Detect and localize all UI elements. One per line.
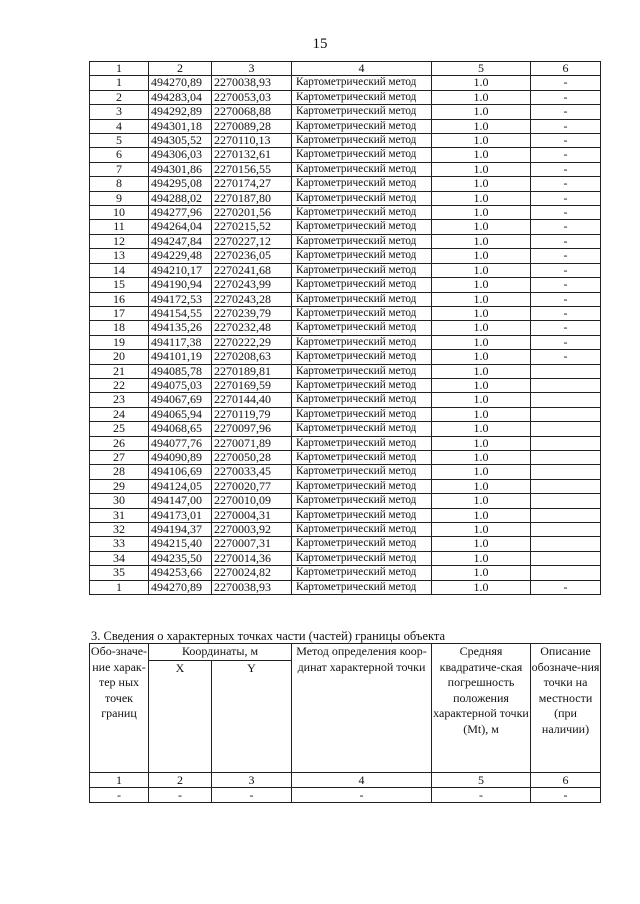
point-number-cell: 15 bbox=[90, 278, 149, 292]
table-row bbox=[90, 206, 601, 220]
table-row bbox=[90, 378, 601, 392]
method-cell: Картометрический метод bbox=[292, 249, 432, 263]
method-cell: Картометрический метод bbox=[292, 105, 432, 119]
x-coordinate-cell: 494106,69 bbox=[149, 465, 212, 479]
accuracy-cell: 1.0 bbox=[432, 234, 531, 248]
y-coordinate-cell: 2270024,82 bbox=[212, 566, 292, 580]
point-number-cell: 24 bbox=[90, 407, 149, 421]
x-coordinate-cell: 494292,89 bbox=[149, 105, 212, 119]
empty-cell: - bbox=[292, 787, 432, 802]
table-row bbox=[90, 450, 601, 464]
description-cell: - bbox=[531, 148, 601, 162]
accuracy-cell: 1.0 bbox=[432, 350, 531, 364]
x-coordinate-cell: 494085,78 bbox=[149, 364, 212, 378]
description-cell: - bbox=[531, 234, 601, 248]
table-row bbox=[90, 537, 601, 551]
point-number-cell: 33 bbox=[90, 537, 149, 551]
y-coordinate-cell: 2270169,59 bbox=[212, 378, 292, 392]
accuracy-cell: 1.0 bbox=[432, 335, 531, 349]
column-number: 2 bbox=[149, 62, 212, 76]
y-coordinate-cell: 2270053,03 bbox=[212, 90, 292, 104]
header-coordinates: Координаты, м bbox=[149, 644, 292, 661]
table-row bbox=[90, 148, 601, 162]
accuracy-cell: 1.0 bbox=[432, 450, 531, 464]
method-cell: Картометрический метод bbox=[292, 422, 432, 436]
description-cell bbox=[531, 479, 601, 493]
method-cell: Картометрический метод bbox=[292, 119, 432, 133]
description-cell bbox=[531, 436, 601, 450]
accuracy-cell: 1.0 bbox=[432, 278, 531, 292]
point-number-cell: 28 bbox=[90, 465, 149, 479]
x-coordinate-cell: 494277,96 bbox=[149, 206, 212, 220]
header-x: X bbox=[149, 660, 212, 772]
y-coordinate-cell: 2270208,63 bbox=[212, 350, 292, 364]
table-row bbox=[90, 465, 601, 479]
table-row bbox=[90, 234, 601, 248]
method-cell: Картометрический метод bbox=[292, 292, 432, 306]
point-number-cell: 25 bbox=[90, 422, 149, 436]
y-coordinate-cell: 2270097,96 bbox=[212, 422, 292, 436]
point-number-cell: 35 bbox=[90, 566, 149, 580]
point-number-cell: 10 bbox=[90, 206, 149, 220]
method-cell: Картометрический метод bbox=[292, 191, 432, 205]
point-number-cell: 34 bbox=[90, 551, 149, 565]
accuracy-cell: 1.0 bbox=[432, 436, 531, 450]
description-cell: - bbox=[531, 105, 601, 119]
table-row bbox=[90, 479, 601, 493]
x-coordinate-cell: 494173,01 bbox=[149, 508, 212, 522]
empty-cell: - bbox=[531, 787, 601, 802]
table-row bbox=[90, 220, 601, 234]
table-row bbox=[90, 364, 601, 378]
point-number-cell: 8 bbox=[90, 177, 149, 191]
header-point-designation: Обо-значе-ние харак-тер ных точек границ bbox=[90, 644, 149, 773]
point-number-cell: 13 bbox=[90, 249, 149, 263]
accuracy-cell: 1.0 bbox=[432, 551, 531, 565]
empty-cell: - bbox=[149, 787, 212, 802]
description-cell: - bbox=[531, 177, 601, 191]
x-coordinate-cell: 494190,94 bbox=[149, 278, 212, 292]
table-row bbox=[90, 105, 601, 119]
description-cell: - bbox=[531, 220, 601, 234]
x-coordinate-cell: 494235,50 bbox=[149, 551, 212, 565]
x-coordinate-cell: 494077,76 bbox=[149, 436, 212, 450]
header-method: Метод определения коор-динат характерной точки bbox=[292, 644, 432, 773]
point-number-cell: 20 bbox=[90, 350, 149, 364]
table-row bbox=[90, 393, 601, 407]
method-cell: Картометрический метод bbox=[292, 234, 432, 248]
point-number-cell: 21 bbox=[90, 364, 149, 378]
description-cell: - bbox=[531, 162, 601, 176]
x-coordinate-cell: 494288,02 bbox=[149, 191, 212, 205]
description-cell bbox=[531, 494, 601, 508]
column-number: 4 bbox=[292, 62, 432, 76]
accuracy-cell: 1.0 bbox=[432, 523, 531, 537]
point-number-cell: 6 bbox=[90, 148, 149, 162]
method-cell: Картометрический метод bbox=[292, 206, 432, 220]
header-accuracy: Средняя квадратиче-ская погрешность положения характерной точки (Mt), м bbox=[432, 644, 531, 773]
y-coordinate-cell: 2270201,56 bbox=[212, 206, 292, 220]
x-coordinate-cell: 494067,69 bbox=[149, 393, 212, 407]
x-coordinate-cell: 494253,66 bbox=[149, 566, 212, 580]
x-coordinate-cell: 494295,08 bbox=[149, 177, 212, 191]
table-row bbox=[90, 321, 601, 335]
method-cell: Картометрический метод bbox=[292, 90, 432, 104]
table-row bbox=[90, 263, 601, 277]
table-row bbox=[90, 90, 601, 104]
y-coordinate-cell: 2270222,29 bbox=[212, 335, 292, 349]
accuracy-cell: 1.0 bbox=[432, 494, 531, 508]
method-cell: Картометрический метод bbox=[292, 407, 432, 421]
x-coordinate-cell: 494270,89 bbox=[149, 580, 212, 594]
method-cell: Картометрический метод bbox=[292, 436, 432, 450]
method-cell: Картометрический метод bbox=[292, 76, 432, 90]
description-cell: - bbox=[531, 321, 601, 335]
x-coordinate-cell: 494264,04 bbox=[149, 220, 212, 234]
x-coordinate-cell: 494229,48 bbox=[149, 249, 212, 263]
accuracy-cell: 1.0 bbox=[432, 393, 531, 407]
point-number-cell: 16 bbox=[90, 292, 149, 306]
description-cell bbox=[531, 465, 601, 479]
column-number: 1 bbox=[90, 772, 149, 787]
point-number-cell: 26 bbox=[90, 436, 149, 450]
point-number-cell: 14 bbox=[90, 263, 149, 277]
column-number: 3 bbox=[212, 772, 292, 787]
method-cell: Картометрический метод bbox=[292, 263, 432, 277]
description-cell bbox=[531, 508, 601, 522]
accuracy-cell: 1.0 bbox=[432, 263, 531, 277]
y-coordinate-cell: 2270132,61 bbox=[212, 148, 292, 162]
y-coordinate-cell: 2270227,12 bbox=[212, 234, 292, 248]
method-cell: Картометрический метод bbox=[292, 580, 432, 594]
point-number-cell: 30 bbox=[90, 494, 149, 508]
x-coordinate-cell: 494301,86 bbox=[149, 162, 212, 176]
method-cell: Картометрический метод bbox=[292, 523, 432, 537]
description-cell: - bbox=[531, 263, 601, 277]
description-cell bbox=[531, 551, 601, 565]
x-coordinate-cell: 494090,89 bbox=[149, 450, 212, 464]
x-coordinate-cell: 494283,04 bbox=[149, 90, 212, 104]
point-number-cell: 31 bbox=[90, 508, 149, 522]
description-cell bbox=[531, 450, 601, 464]
description-cell: - bbox=[531, 76, 601, 90]
table-row bbox=[90, 306, 601, 320]
empty-cell: - bbox=[212, 787, 292, 802]
y-coordinate-cell: 2270038,93 bbox=[212, 580, 292, 594]
y-coordinate-cell: 2270239,79 bbox=[212, 306, 292, 320]
y-coordinate-cell: 2270071,89 bbox=[212, 436, 292, 450]
column-number: 1 bbox=[90, 62, 149, 76]
empty-cell: - bbox=[432, 787, 531, 802]
point-number-cell: 32 bbox=[90, 523, 149, 537]
table-row bbox=[90, 580, 601, 594]
accuracy-cell: 1.0 bbox=[432, 378, 531, 392]
y-coordinate-cell: 2270243,99 bbox=[212, 278, 292, 292]
table-row bbox=[90, 407, 601, 421]
accuracy-cell: 1.0 bbox=[432, 105, 531, 119]
accuracy-cell: 1.0 bbox=[432, 249, 531, 263]
point-number-cell: 9 bbox=[90, 191, 149, 205]
description-cell: - bbox=[531, 580, 601, 594]
accuracy-cell: 1.0 bbox=[432, 148, 531, 162]
x-coordinate-cell: 494301,18 bbox=[149, 119, 212, 133]
column-number: 3 bbox=[212, 62, 292, 76]
accuracy-cell: 1.0 bbox=[432, 407, 531, 421]
method-cell: Картометрический метод bbox=[292, 364, 432, 378]
y-coordinate-cell: 2270014,36 bbox=[212, 551, 292, 565]
method-cell: Картометрический метод bbox=[292, 134, 432, 148]
method-cell: Картометрический метод bbox=[292, 162, 432, 176]
header-description: Описание обозначе-ния точки на местности (при наличии) bbox=[531, 644, 601, 773]
accuracy-cell: 1.0 bbox=[432, 306, 531, 320]
table-row bbox=[90, 494, 601, 508]
point-number-cell: 5 bbox=[90, 134, 149, 148]
point-number-cell: 3 bbox=[90, 105, 149, 119]
x-coordinate-cell: 494172,53 bbox=[149, 292, 212, 306]
point-number-cell: 1 bbox=[90, 580, 149, 594]
page-number: 15 bbox=[312, 36, 328, 52]
method-cell: Картометрический метод bbox=[292, 177, 432, 191]
point-number-cell: 18 bbox=[90, 321, 149, 335]
y-coordinate-cell: 2270089,28 bbox=[212, 119, 292, 133]
accuracy-cell: 1.0 bbox=[432, 90, 531, 104]
x-coordinate-cell: 494124,05 bbox=[149, 479, 212, 493]
description-cell bbox=[531, 364, 601, 378]
y-coordinate-cell: 2270020,77 bbox=[212, 479, 292, 493]
description-cell bbox=[531, 393, 601, 407]
y-coordinate-cell: 2270243,28 bbox=[212, 292, 292, 306]
y-coordinate-cell: 2270010,09 bbox=[212, 494, 292, 508]
description-cell bbox=[531, 537, 601, 551]
table-row bbox=[90, 278, 601, 292]
y-coordinate-cell: 2270003,92 bbox=[212, 523, 292, 537]
description-cell bbox=[531, 566, 601, 580]
y-coordinate-cell: 2270119,79 bbox=[212, 407, 292, 421]
description-cell bbox=[531, 523, 601, 537]
x-coordinate-cell: 494215,40 bbox=[149, 537, 212, 551]
y-coordinate-cell: 2270038,93 bbox=[212, 76, 292, 90]
point-number-cell: 19 bbox=[90, 335, 149, 349]
accuracy-cell: 1.0 bbox=[432, 479, 531, 493]
point-number-cell: 27 bbox=[90, 450, 149, 464]
x-coordinate-cell: 494075,03 bbox=[149, 378, 212, 392]
accuracy-cell: 1.0 bbox=[432, 566, 531, 580]
column-number: 6 bbox=[531, 772, 601, 787]
x-coordinate-cell: 494065,94 bbox=[149, 407, 212, 421]
accuracy-cell: 1.0 bbox=[432, 206, 531, 220]
y-coordinate-cell: 2270007,31 bbox=[212, 537, 292, 551]
y-coordinate-cell: 2270241,68 bbox=[212, 263, 292, 277]
y-coordinate-cell: 2270050,28 bbox=[212, 450, 292, 464]
table-row bbox=[90, 76, 601, 90]
y-coordinate-cell: 2270004,31 bbox=[212, 508, 292, 522]
point-number-cell: 17 bbox=[90, 306, 149, 320]
table-row bbox=[90, 350, 601, 364]
method-cell: Картометрический метод bbox=[292, 306, 432, 320]
description-cell: - bbox=[531, 206, 601, 220]
description-cell: - bbox=[531, 292, 601, 306]
table-row bbox=[90, 422, 601, 436]
table-row bbox=[90, 523, 601, 537]
description-cell bbox=[531, 407, 601, 421]
point-number-cell: 12 bbox=[90, 234, 149, 248]
column-number: 2 bbox=[149, 772, 212, 787]
method-cell: Картометрический метод bbox=[292, 393, 432, 407]
method-cell: Картометрический метод bbox=[292, 551, 432, 565]
x-coordinate-cell: 494306,03 bbox=[149, 148, 212, 162]
y-coordinate-cell: 2270215,52 bbox=[212, 220, 292, 234]
x-coordinate-cell: 494194,37 bbox=[149, 523, 212, 537]
y-coordinate-cell: 2270187,80 bbox=[212, 191, 292, 205]
method-cell: Картометрический метод bbox=[292, 450, 432, 464]
method-cell: Картометрический метод bbox=[292, 508, 432, 522]
description-cell: - bbox=[531, 134, 601, 148]
y-coordinate-cell: 2270144,40 bbox=[212, 393, 292, 407]
point-number-cell: 4 bbox=[90, 119, 149, 133]
method-cell: Картометрический метод bbox=[292, 566, 432, 580]
table-row bbox=[90, 436, 601, 450]
table-row bbox=[90, 134, 601, 148]
accuracy-cell: 1.0 bbox=[432, 220, 531, 234]
x-coordinate-cell: 494154,55 bbox=[149, 306, 212, 320]
method-cell: Картометрический метод bbox=[292, 321, 432, 335]
y-coordinate-cell: 2270189,81 bbox=[212, 364, 292, 378]
coordinates-table bbox=[89, 61, 601, 595]
accuracy-cell: 1.0 bbox=[432, 177, 531, 191]
accuracy-cell: 1.0 bbox=[432, 119, 531, 133]
column-number: 5 bbox=[432, 772, 531, 787]
description-cell: - bbox=[531, 249, 601, 263]
table-row bbox=[90, 335, 601, 349]
accuracy-cell: 1.0 bbox=[432, 191, 531, 205]
x-coordinate-cell: 494135,26 bbox=[149, 321, 212, 335]
y-coordinate-cell: 2270174,27 bbox=[212, 177, 292, 191]
header-y: Y bbox=[212, 660, 292, 772]
column-number: 6 bbox=[531, 62, 601, 76]
point-number-cell: 22 bbox=[90, 378, 149, 392]
point-number-cell: 2 bbox=[90, 90, 149, 104]
x-coordinate-cell: 494305,52 bbox=[149, 134, 212, 148]
y-coordinate-cell: 2270236,05 bbox=[212, 249, 292, 263]
accuracy-cell: 1.0 bbox=[432, 364, 531, 378]
method-cell: Картометрический метод bbox=[292, 465, 432, 479]
description-cell: - bbox=[531, 119, 601, 133]
y-coordinate-cell: 2270156,55 bbox=[212, 162, 292, 176]
x-coordinate-cell: 494101,19 bbox=[149, 350, 212, 364]
method-cell: Картометрический метод bbox=[292, 350, 432, 364]
table-row bbox=[90, 119, 601, 133]
table-row bbox=[90, 162, 601, 176]
table-row bbox=[90, 566, 601, 580]
method-cell: Картометрический метод bbox=[292, 278, 432, 292]
x-coordinate-cell: 494117,38 bbox=[149, 335, 212, 349]
description-cell: - bbox=[531, 335, 601, 349]
y-coordinate-cell: 2270232,48 bbox=[212, 321, 292, 335]
method-cell: Картометрический метод bbox=[292, 494, 432, 508]
method-cell: Картометрический метод bbox=[292, 220, 432, 234]
point-number-cell: 29 bbox=[90, 479, 149, 493]
accuracy-cell: 1.0 bbox=[432, 580, 531, 594]
x-coordinate-cell: 494147,00 bbox=[149, 494, 212, 508]
column-number: 5 bbox=[432, 62, 531, 76]
description-cell: - bbox=[531, 191, 601, 205]
column-number: 4 bbox=[292, 772, 432, 787]
point-number-cell: 1 bbox=[90, 76, 149, 90]
method-cell: Картометрический метод bbox=[292, 479, 432, 493]
accuracy-cell: 1.0 bbox=[432, 162, 531, 176]
description-cell: - bbox=[531, 278, 601, 292]
method-cell: Картометрический метод bbox=[292, 148, 432, 162]
table-row bbox=[90, 292, 601, 306]
table-row bbox=[90, 177, 601, 191]
empty-cell: - bbox=[90, 787, 149, 802]
y-coordinate-cell: 2270110,13 bbox=[212, 134, 292, 148]
x-coordinate-cell: 494210,17 bbox=[149, 263, 212, 277]
method-cell: Картометрический метод bbox=[292, 378, 432, 392]
x-coordinate-cell: 494068,65 bbox=[149, 422, 212, 436]
x-coordinate-cell: 494270,89 bbox=[149, 76, 212, 90]
x-coordinate-cell: 494247,84 bbox=[149, 234, 212, 248]
description-cell: - bbox=[531, 306, 601, 320]
section-points-table bbox=[89, 643, 601, 803]
table-row bbox=[90, 249, 601, 263]
accuracy-cell: 1.0 bbox=[432, 465, 531, 479]
accuracy-cell: 1.0 bbox=[432, 508, 531, 522]
accuracy-cell: 1.0 bbox=[432, 292, 531, 306]
method-cell: Картометрический метод bbox=[292, 335, 432, 349]
point-number-cell: 23 bbox=[90, 393, 149, 407]
y-coordinate-cell: 2270068,88 bbox=[212, 105, 292, 119]
accuracy-cell: 1.0 bbox=[432, 321, 531, 335]
accuracy-cell: 1.0 bbox=[432, 76, 531, 90]
column-number-row bbox=[90, 62, 601, 76]
accuracy-cell: 1.0 bbox=[432, 537, 531, 551]
description-cell bbox=[531, 378, 601, 392]
description-cell bbox=[531, 422, 601, 436]
description-cell: - bbox=[531, 90, 601, 104]
accuracy-cell: 1.0 bbox=[432, 422, 531, 436]
point-number-cell: 11 bbox=[90, 220, 149, 234]
method-cell: Картометрический метод bbox=[292, 537, 432, 551]
table-row bbox=[90, 551, 601, 565]
y-coordinate-cell: 2270033,45 bbox=[212, 465, 292, 479]
table-row bbox=[90, 191, 601, 205]
section-title: 3. Сведения о характерных точках части (частей) границы объекта bbox=[91, 629, 446, 643]
point-number-cell: 7 bbox=[90, 162, 149, 176]
table-row bbox=[90, 508, 601, 522]
accuracy-cell: 1.0 bbox=[432, 134, 531, 148]
description-cell: - bbox=[531, 350, 601, 364]
